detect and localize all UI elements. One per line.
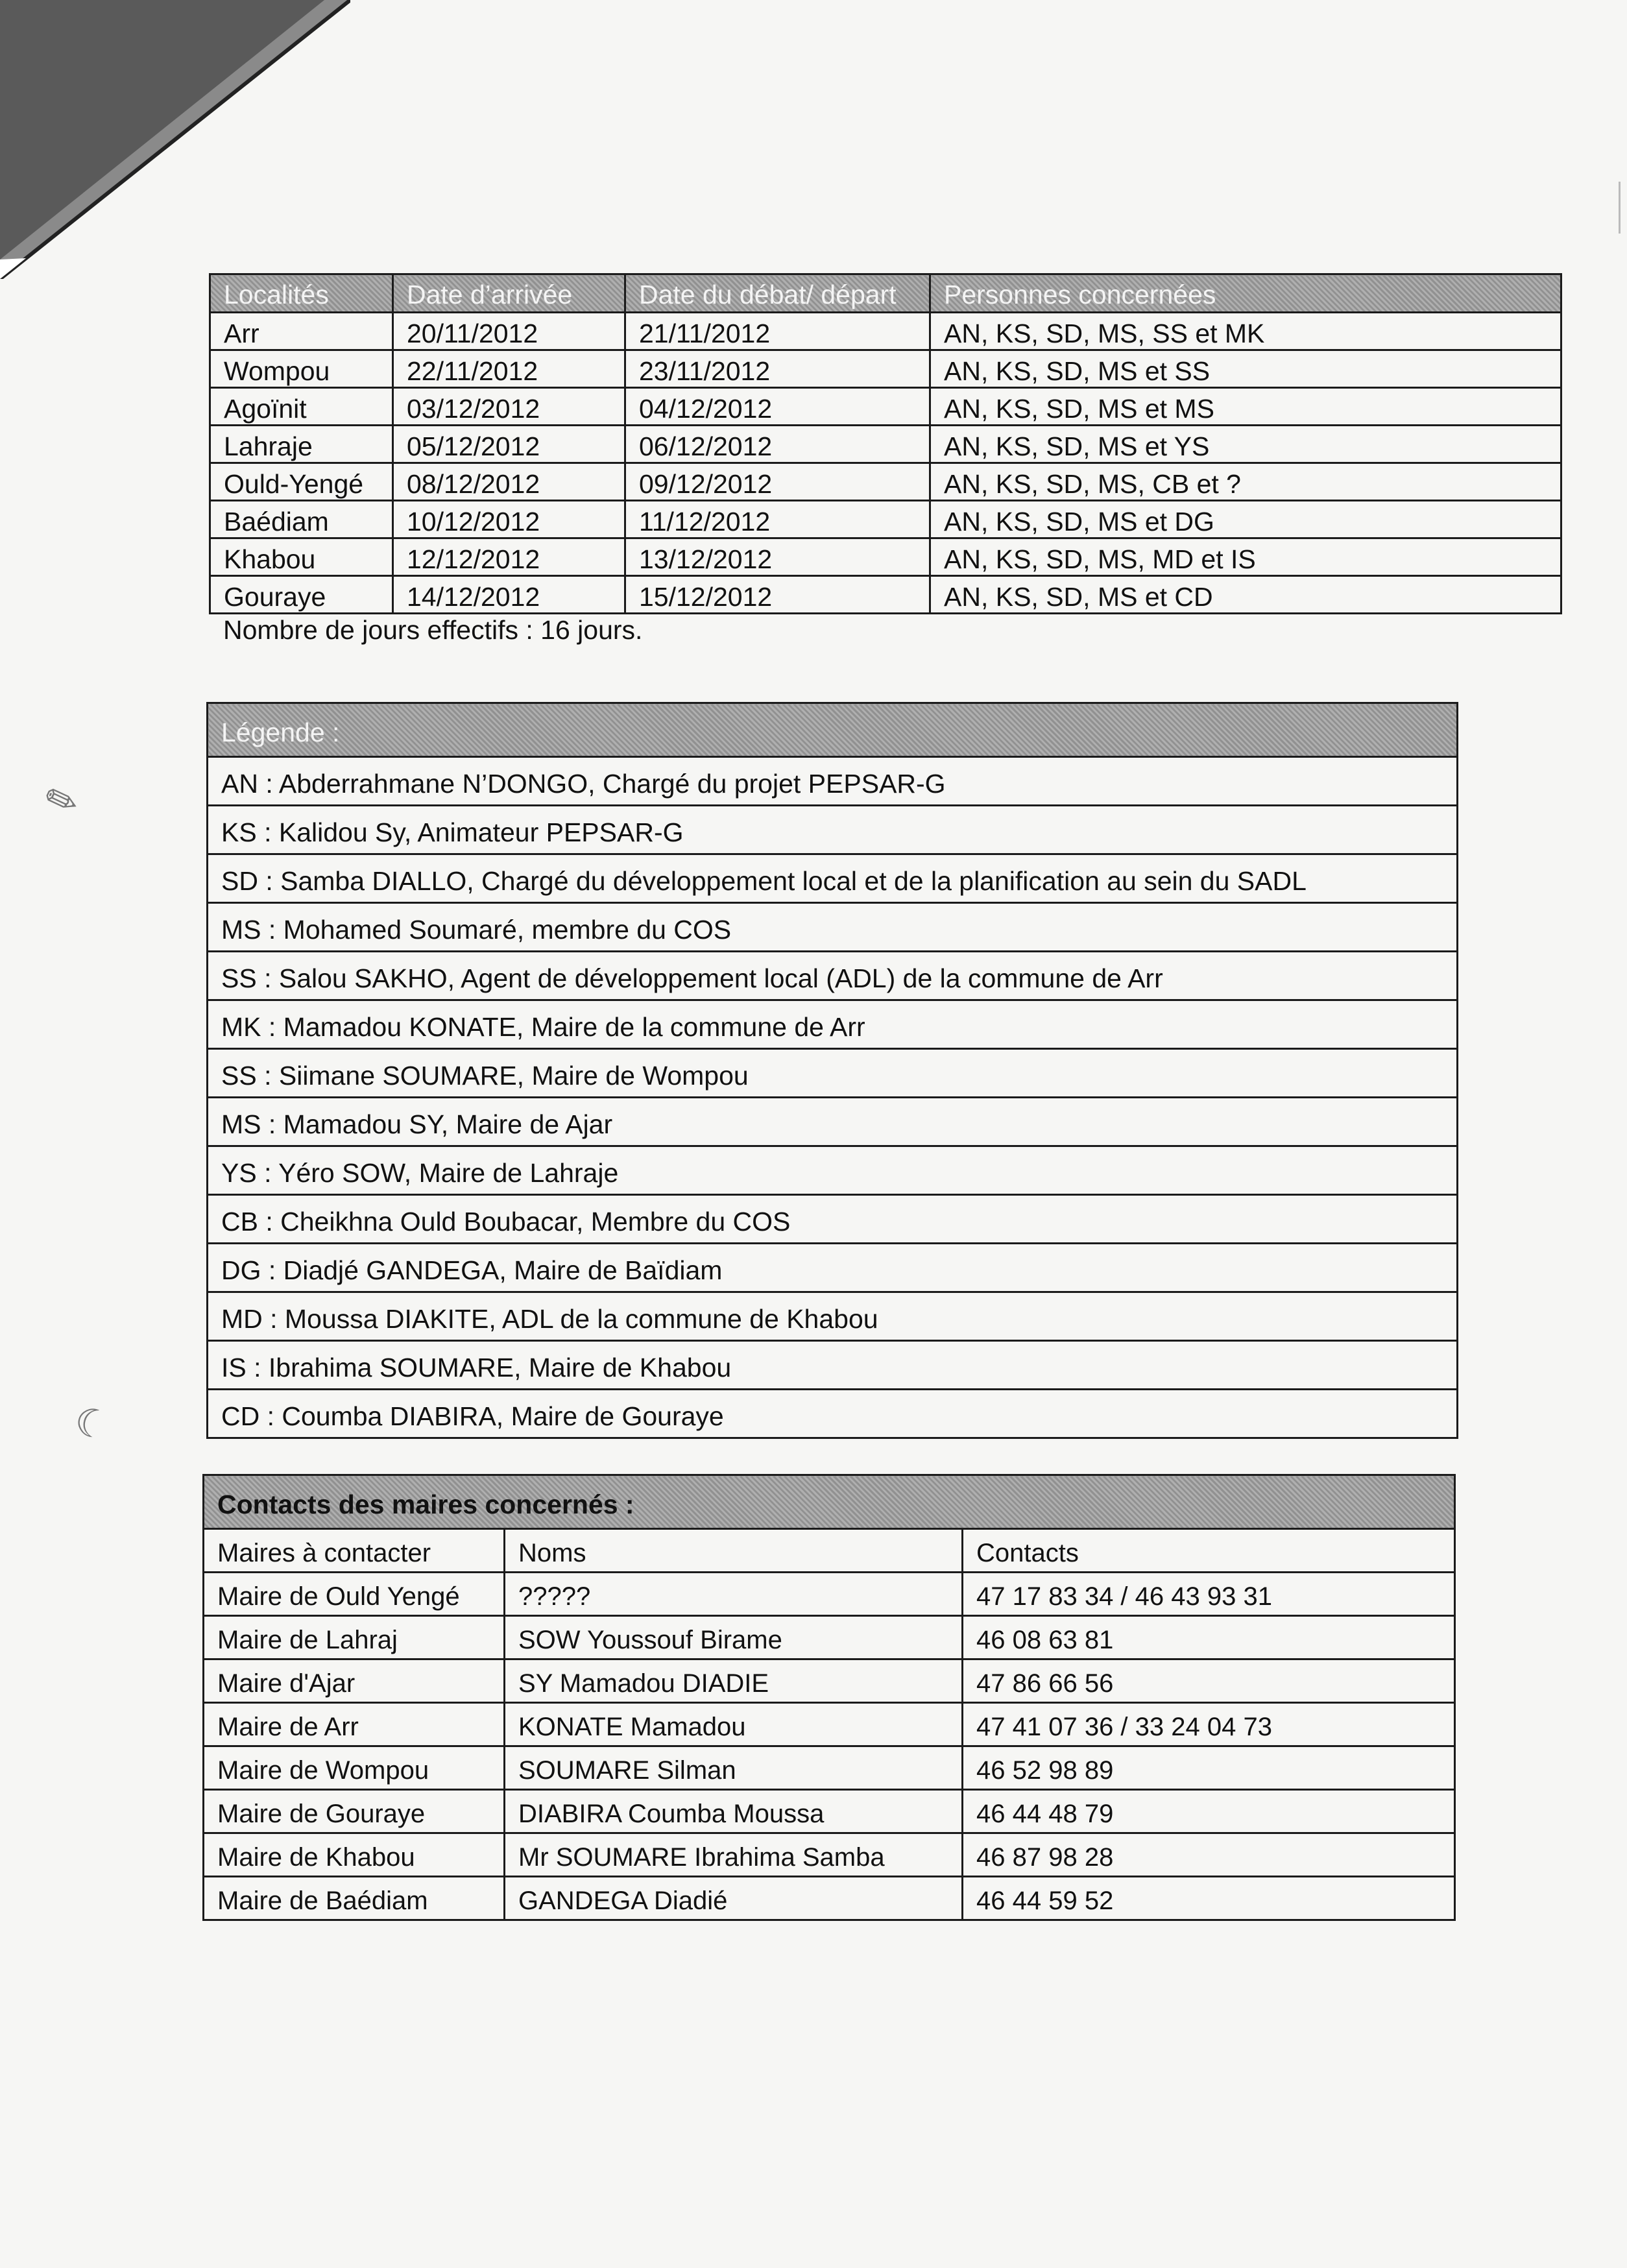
cell-date-arrivee: 05/12/2012 [393,426,625,463]
cell-contact: 47 17 83 34 / 46 43 93 31 [963,1573,1455,1616]
cell-maire: Maire de Ould Yengé [204,1573,505,1616]
contacts-table [202,1474,1456,1921]
list-item [208,806,1458,854]
legend-entry: YS : Yéro SOW, Maire de Lahraje [208,1146,1458,1195]
cell-maire: Maire d'Ajar [204,1659,505,1703]
cell-contact: 46 44 59 52 [963,1877,1455,1920]
cell-nom: DIABIRA Coumba Moussa [505,1790,963,1833]
legend-entry: MS : Mamadou SY, Maire de Ajar [208,1098,1458,1146]
list-item [208,1292,1458,1341]
cell-date-arrivee: 03/12/2012 [393,388,625,426]
legend-entry: IS : Ibrahima SOUMARE, Maire de Khabou [208,1341,1458,1390]
cell-localite: Lahraje [210,426,393,463]
list-item [208,1244,1458,1292]
legend-entry: CD : Coumba DIABIRA, Maire de Gouraye [208,1390,1458,1438]
cell-date-depart: 11/12/2012 [625,501,930,538]
legend-entry: SD : Samba DIALLO, Chargé du développement local et de la planification au sein du SADL [208,854,1458,903]
cell-nom: SOW Youssouf Birame [505,1616,963,1659]
cell-date-depart: 23/11/2012 [625,350,930,388]
cell-contact: 46 52 98 89 [963,1746,1455,1790]
legend-header: Légende : [208,703,1458,757]
cell-contact: 47 86 66 56 [963,1659,1455,1703]
legend-entry: MS : Mohamed Soumaré, membre du COS [208,903,1458,952]
cell-localite: Wompou [210,350,393,388]
table-row [204,1703,1455,1746]
cell-nom: Mr SOUMARE Ibrahima Samba [505,1833,963,1877]
cell-localite: Ould-Yengé [210,463,393,501]
column-noms: Noms [505,1529,963,1573]
list-item [208,854,1458,903]
cell-maire: Maire de Arr [204,1703,505,1746]
list-item [208,1390,1458,1438]
cell-date-depart: 21/11/2012 [625,313,930,350]
list-item [208,1098,1458,1146]
cell-nom: ????? [505,1573,963,1616]
punch-hole-mark: ✎ [38,775,85,827]
cell-date-depart: 13/12/2012 [625,538,930,576]
cell-personnes: AN, KS, SD, MS et YS [930,426,1561,463]
cell-personnes: AN, KS, SD, MS, CB et ? [930,463,1561,501]
cell-contact: 46 08 63 81 [963,1616,1455,1659]
cell-date-depart: 04/12/2012 [625,388,930,426]
list-item [208,1341,1458,1390]
column-maires: Maires à contacter [204,1529,505,1573]
cell-date-arrivee: 12/12/2012 [393,538,625,576]
cell-localite: Baédiam [210,501,393,538]
legend-entry: MD : Moussa DIAKITE, ADL de la commune de Khabou [208,1292,1458,1341]
table-row [210,463,1561,501]
list-item [208,1146,1458,1195]
cell-maire: Maire de Gouraye [204,1790,505,1833]
cell-maire: Maire de Wompou [204,1746,505,1790]
folded-corner [0,0,350,279]
cell-nom: KONATE Mamadou [505,1703,963,1746]
cell-contact: 47 41 07 36 / 33 24 04 73 [963,1703,1455,1746]
cell-personnes: AN, KS, SD, MS et CD [930,576,1561,614]
cell-localite: Arr [210,313,393,350]
legend-entry: CB : Cheikhna Ould Boubacar, Membre du COS [208,1195,1458,1244]
cell-contact: 46 44 48 79 [963,1790,1455,1833]
table-row [210,426,1561,463]
legend-entry: MK : Mamadou KONATE, Maire de la commune de Arr [208,1000,1458,1049]
cell-date-arrivee: 22/11/2012 [393,350,625,388]
cell-date-depart: 06/12/2012 [625,426,930,463]
cell-nom: SOUMARE Silman [505,1746,963,1790]
cell-localite: Gouraye [210,576,393,614]
cell-maire: Maire de Khabou [204,1833,505,1877]
legend-entry: SS : Siimane SOUMARE, Maire de Wompou [208,1049,1458,1098]
header-personnes: Personnes concernées [930,274,1561,313]
cell-date-depart: 15/12/2012 [625,576,930,614]
cell-contact: 46 87 98 28 [963,1833,1455,1877]
table-row [204,1790,1455,1833]
cell-personnes: AN, KS, SD, MS et MS [930,388,1561,426]
schedule-table [209,273,1562,614]
cell-date-depart: 09/12/2012 [625,463,930,501]
schedule-header-row [210,274,1561,313]
list-item [208,1000,1458,1049]
table-row [204,1746,1455,1790]
list-item [208,1195,1458,1244]
cell-date-arrivee: 20/11/2012 [393,313,625,350]
punch-hole-mark: ☾ [69,1398,115,1449]
list-item [208,903,1458,952]
contacts-title-row [204,1475,1455,1529]
table-row [204,1833,1455,1877]
cell-maire: Maire de Baédiam [204,1877,505,1920]
list-item [208,757,1458,806]
cell-date-arrivee: 08/12/2012 [393,463,625,501]
cell-personnes: AN, KS, SD, MS et SS [930,350,1561,388]
legend-header-row [208,703,1458,757]
list-item [208,952,1458,1000]
table-row [204,1573,1455,1616]
list-item [208,1049,1458,1098]
table-row [210,576,1561,614]
legend-entry: AN : Abderrahmane N’DONGO, Chargé du projet PEPSAR-G [208,757,1458,806]
cell-maire: Maire de Lahraj [204,1616,505,1659]
table-row [210,501,1561,538]
column-contacts: Contacts [963,1529,1455,1573]
cell-date-arrivee: 14/12/2012 [393,576,625,614]
cell-personnes: AN, KS, SD, MS, SS et MK [930,313,1561,350]
legend-entry: KS : Kalidou Sy, Animateur PEPSAR-G [208,806,1458,854]
cell-date-arrivee: 10/12/2012 [393,501,625,538]
table-row [210,388,1561,426]
legend-table [206,702,1458,1439]
cell-nom: GANDEGA Diadié [505,1877,963,1920]
legend-entry: DG : Diadjé GANDEGA, Maire de Baïdiam [208,1244,1458,1292]
cell-localite: Agoïnit [210,388,393,426]
cell-localite: Khabou [210,538,393,576]
table-row [210,350,1561,388]
header-date-arrivee: Date d’arrivée [393,274,625,313]
header-date-depart: Date du débat/ départ [625,274,930,313]
cell-nom: SY Mamadou DIADIE [505,1659,963,1703]
table-row [204,1659,1455,1703]
table-row [210,313,1561,350]
scan-edge-line [1619,182,1621,234]
table-row [204,1616,1455,1659]
header-localites: Localités [210,274,393,313]
days-count-note: Nombre de jours effectifs : 16 jours. [223,615,643,645]
contacts-column-row [204,1529,1455,1573]
cell-personnes: AN, KS, SD, MS et DG [930,501,1561,538]
table-row [210,538,1561,576]
cell-personnes: AN, KS, SD, MS, MD et IS [930,538,1561,576]
contacts-header: Contacts des maires concernés : [204,1475,1455,1529]
legend-entry: SS : Salou SAKHO, Agent de développement local (ADL) de la commune de Arr [208,952,1458,1000]
table-row [204,1877,1455,1920]
